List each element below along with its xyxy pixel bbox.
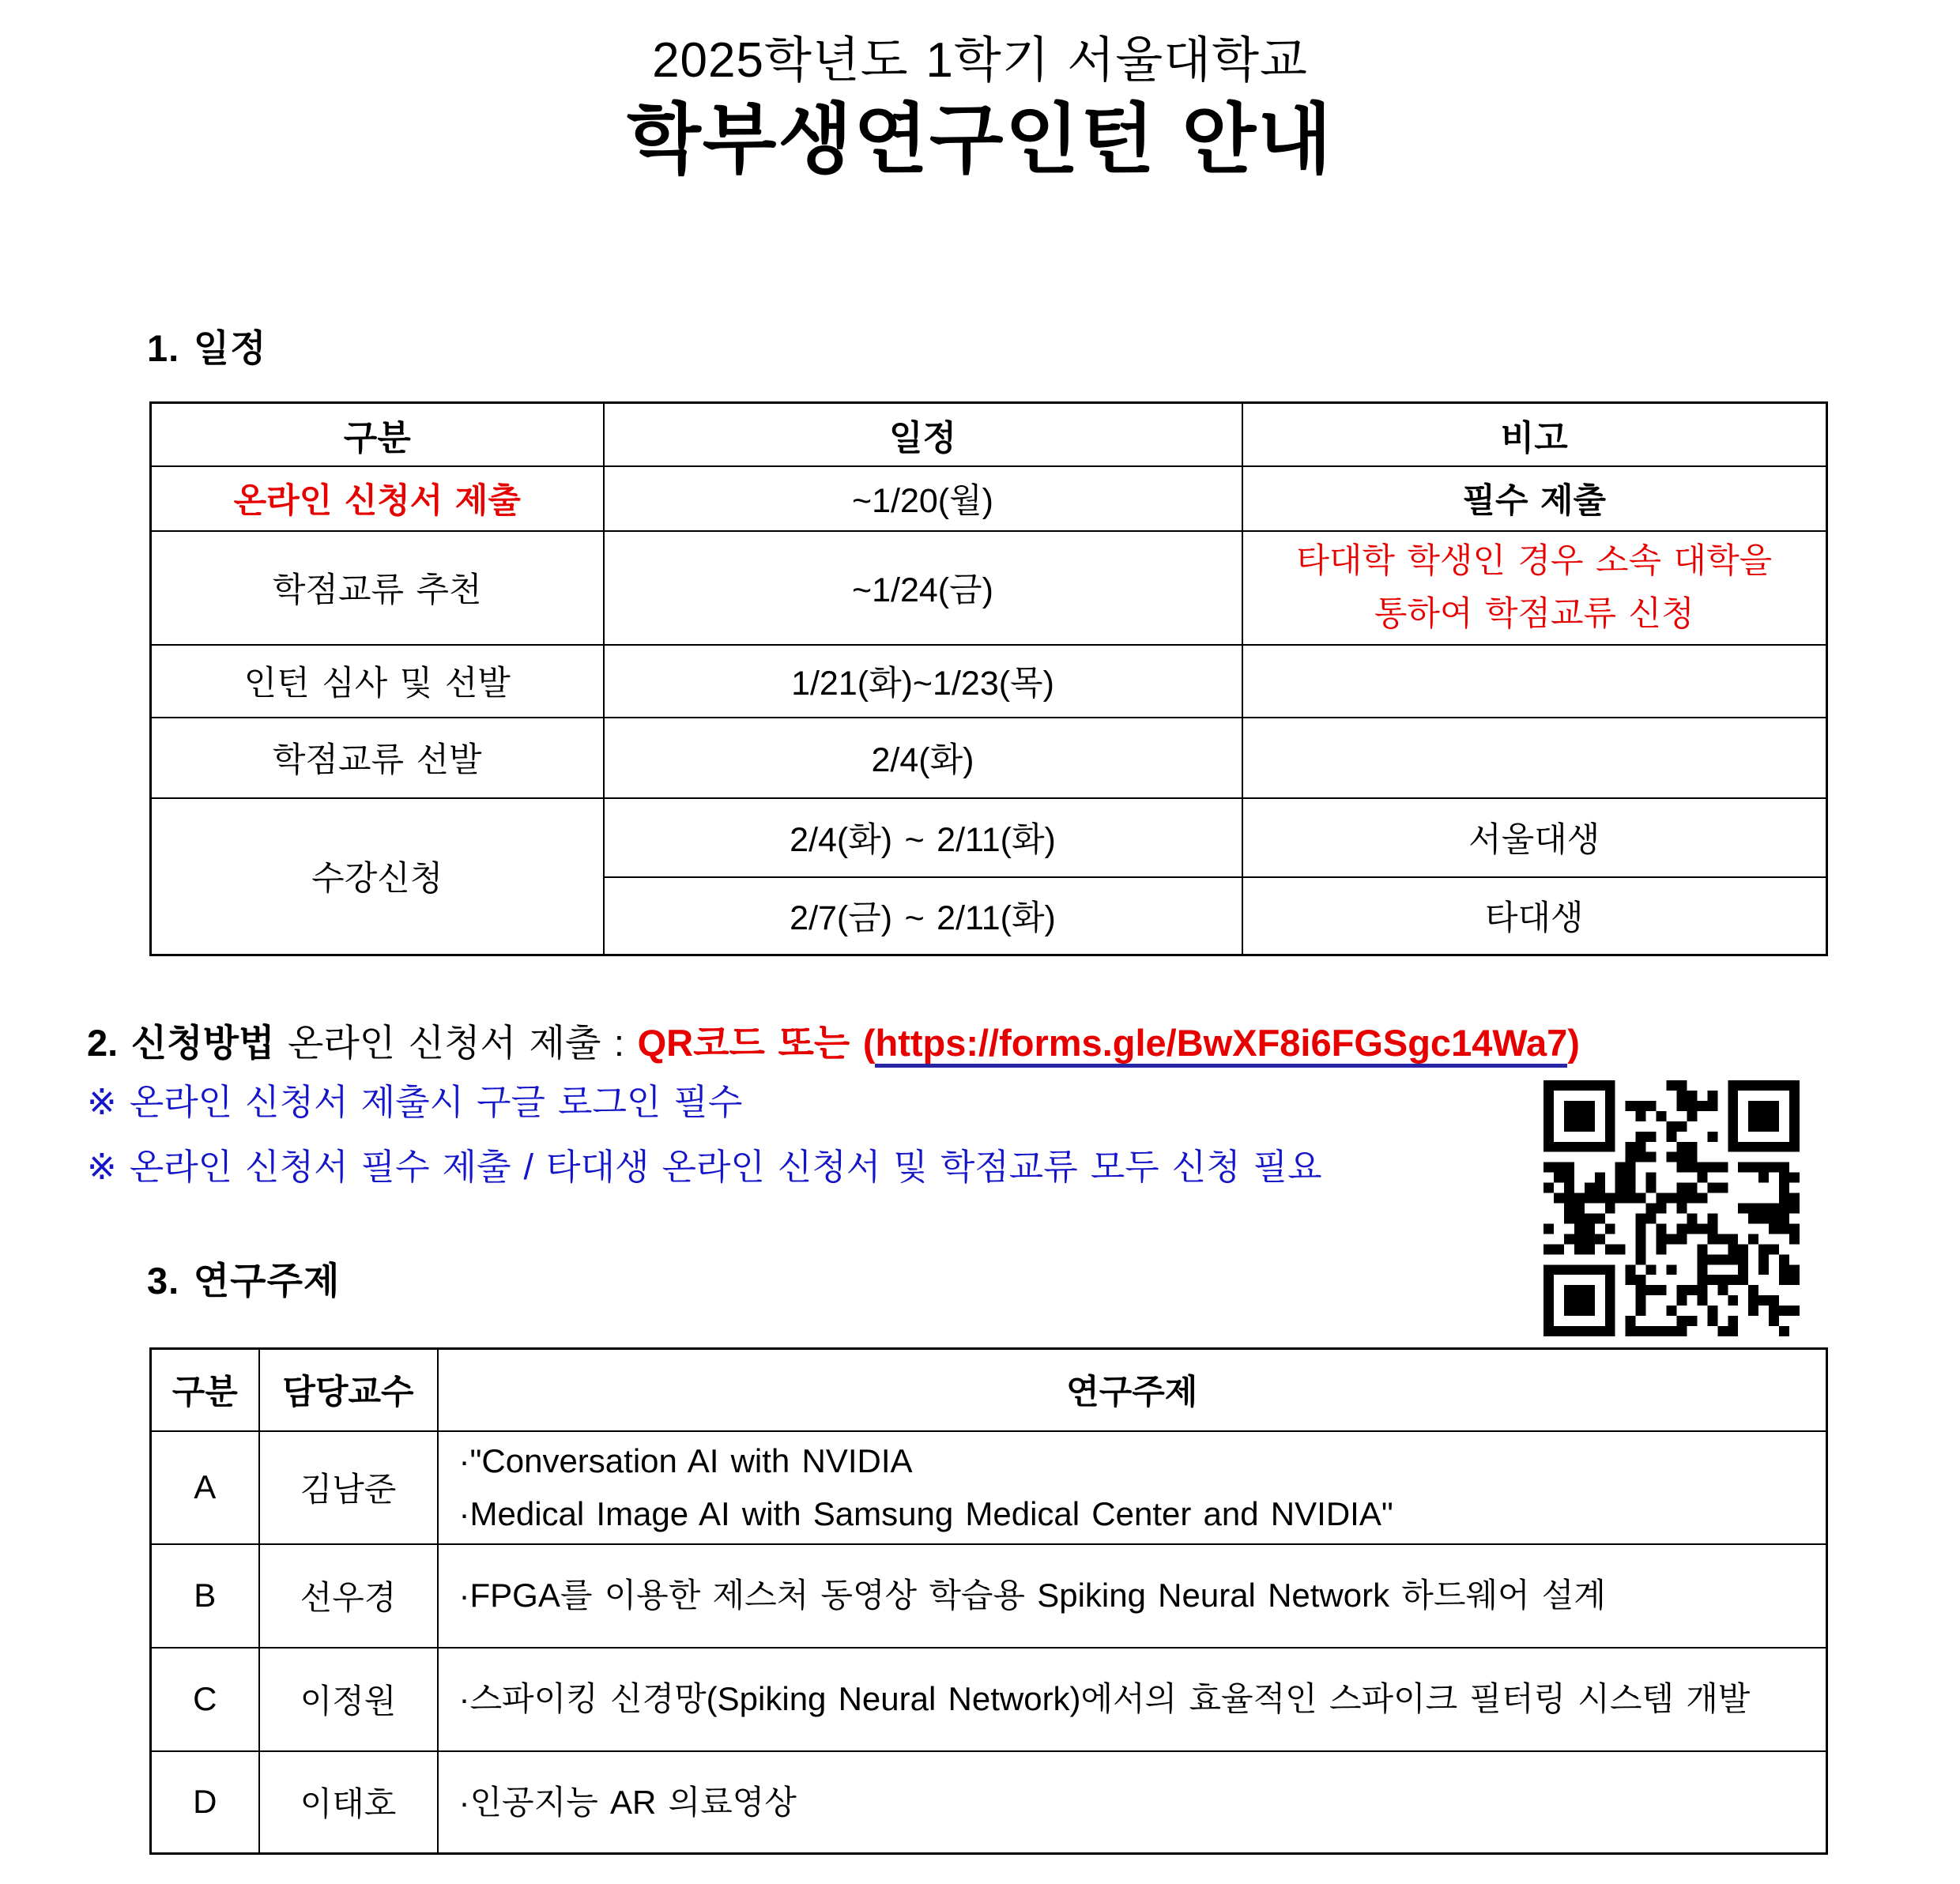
- document-title: 학부생연구인턴 안내: [627, 96, 1333, 183]
- group-cell: C: [151, 1648, 259, 1751]
- table-row: [151, 718, 1827, 798]
- schedule-header-row: [151, 403, 1827, 466]
- apply-note-google-login: ※ 온라인 신청서 제출시 구글 로그인 필수: [87, 1082, 743, 1122]
- row-date: 2/4(화): [604, 718, 1242, 798]
- table-row: [151, 531, 1827, 645]
- research-table: [149, 1347, 1828, 1855]
- section-heading-research: 3. 연구주제: [147, 1260, 341, 1302]
- paren-open: (: [862, 1022, 876, 1064]
- schedule-col-note: 비고: [1242, 403, 1827, 466]
- group-cell: B: [151, 1544, 259, 1648]
- table-row: [151, 466, 1827, 531]
- section-heading-apply: 2. 신청방법: [87, 1022, 275, 1064]
- row-date-snu: 2/4(화) ~ 2/11(화): [604, 798, 1242, 877]
- research-col-topic: 연구주제: [438, 1349, 1827, 1431]
- note-line: 통하여 학점교류 신청: [1374, 594, 1694, 633]
- row-label-course-registration: 수강신청: [151, 798, 604, 955]
- table-row-C: [151, 1648, 1827, 1751]
- row-note: [1242, 531, 1827, 645]
- research-col-group: 구분: [151, 1349, 259, 1431]
- topic-cell: [438, 1431, 1827, 1544]
- row-note: [1242, 645, 1827, 718]
- row-label-credit-recommend: 학점교류 추천: [151, 531, 604, 645]
- group-cell: D: [151, 1751, 259, 1854]
- table-row-B: [151, 1544, 1827, 1648]
- table-row: [151, 798, 1827, 877]
- row-date: 1/21(화)~1/23(목): [604, 645, 1242, 718]
- apply-method-text: 온라인 신청서 제출 :: [274, 1022, 638, 1064]
- qr-code-image: [1544, 1080, 1800, 1336]
- row-note-other: 타대생: [1242, 877, 1827, 955]
- document-subtitle: 2025학년도 1학기 서울대학교: [652, 33, 1308, 88]
- research-col-professor: 담당교수: [259, 1349, 438, 1431]
- table-row-A: [151, 1431, 1827, 1544]
- row-note: [1242, 718, 1827, 798]
- schedule-col-category: 구분: [151, 403, 604, 466]
- row-note-snu: 서울대생: [1242, 798, 1827, 877]
- qr-or-label: QR코드 또는: [637, 1022, 863, 1064]
- research-header-row: [151, 1349, 1827, 1431]
- topic-cell: ·FPGA를 이용한 제스처 동영상 학습용 Spiking Neural Network 하드웨어 설계: [438, 1544, 1827, 1648]
- topic-line: ·Medical Image AI with Samsung Medical Center and NVIDIA": [458, 1495, 1393, 1532]
- row-note: 필수 제출: [1242, 466, 1827, 531]
- form-link[interactable]: https://forms.gle/BwXF8i6FGSgc14Wa7: [875, 1022, 1567, 1068]
- topic-line: ·"Conversation AI with NVIDIA: [458, 1441, 913, 1479]
- row-date-other: 2/7(금) ~ 2/11(화): [604, 877, 1242, 955]
- professor-cell: 선우경: [259, 1544, 438, 1648]
- professor-cell: 이정원: [259, 1648, 438, 1751]
- row-date: ~1/20(월): [604, 466, 1242, 531]
- qr-code-icon: [1544, 1080, 1800, 1336]
- schedule-table: [149, 401, 1828, 956]
- schedule-col-date: 일정: [604, 403, 1242, 466]
- row-date: ~1/24(금): [604, 531, 1242, 645]
- paren-close: ): [1567, 1022, 1580, 1064]
- section-heading-schedule: 1. 일정: [147, 327, 267, 369]
- topic-cell: ·인공지능 AR 의료영상: [438, 1751, 1827, 1854]
- row-label-credit-select: 학점교류 선발: [151, 718, 604, 798]
- table-row-D: [151, 1751, 1827, 1854]
- row-label-online-submit: 온라인 신청서 제출: [151, 466, 604, 531]
- topic-cell: ·스파이킹 신경망(Spiking Neural Network)에서의 효율적인 스파이크 필터링 시스템 개발: [438, 1648, 1827, 1751]
- table-row: [151, 645, 1827, 718]
- row-label-intern-review: 인턴 심사 및 선발: [151, 645, 604, 718]
- professor-cell: 이태호: [259, 1751, 438, 1854]
- note-line: 타대학 학생인 경우 소속 대학을: [1296, 541, 1773, 580]
- professor-cell: 김남준: [259, 1431, 438, 1544]
- apply-method-line: [87, 1014, 1580, 1067]
- apply-note-required: ※ 온라인 신청서 필수 제출 / 타대생 온라인 신청서 및 학점교류 모두 신청 필요: [87, 1147, 1322, 1187]
- group-cell: A: [151, 1431, 259, 1544]
